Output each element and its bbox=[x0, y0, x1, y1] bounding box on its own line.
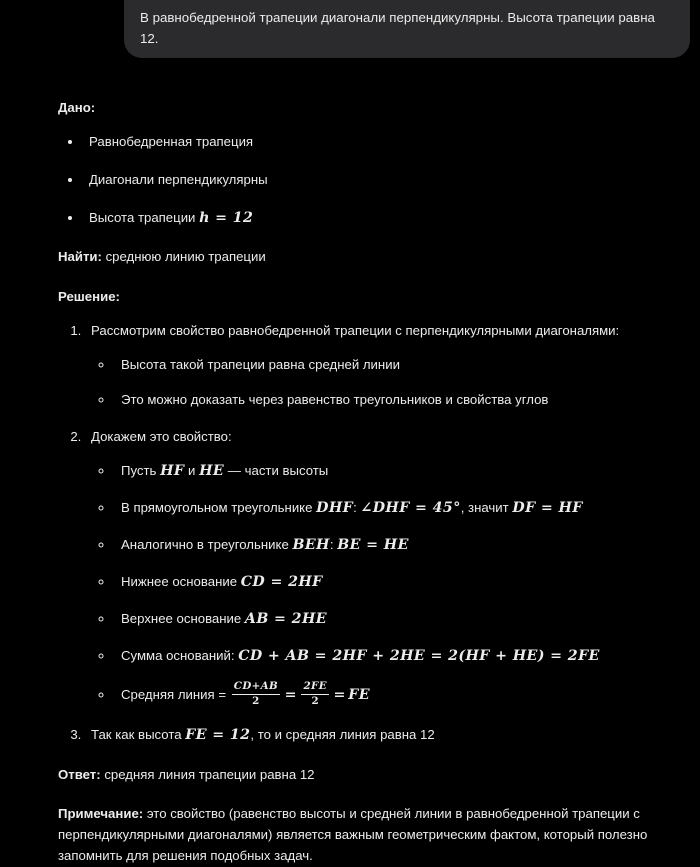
list-item bbox=[83, 132, 680, 152]
given-list bbox=[58, 132, 680, 229]
solution-steps bbox=[58, 321, 680, 746]
parts-of-height-post: — части высоты bbox=[224, 463, 329, 479]
solution-label: Решение: bbox=[58, 288, 120, 304]
conclusion-pre: Так как высота bbox=[91, 727, 186, 743]
user-message-text: В равнобедренной трапеции диагонали перпендикулярны. Высота трапеции равна 12. bbox=[140, 10, 655, 46]
upper-base-pre: Верхнее основание bbox=[121, 611, 245, 627]
triangle-beh-math-2: BE = HE bbox=[337, 537, 409, 554]
find-line bbox=[58, 247, 680, 267]
given-item-3-math: h = 12 bbox=[199, 210, 254, 227]
step-1-sub-2-text: Это можно доказать через равенство треугольников и свойства углов bbox=[121, 392, 549, 408]
fraction-1-denominator: 2 bbox=[252, 694, 260, 707]
step-2-text: Докажем это свойство: bbox=[91, 428, 232, 444]
user-message-row bbox=[0, 0, 700, 58]
sum-of-bases-math: CD + AB = 2HF + 2HE = 2(HF + HE) = 2FE bbox=[238, 648, 600, 665]
parts-of-height-math-2: HE bbox=[199, 463, 225, 480]
given-label: Дано: bbox=[58, 100, 96, 115]
list-item bbox=[85, 427, 680, 709]
step-1-text: Рассмотрим свойство равнобедренной трапеции с перпендикулярными диагоналями: bbox=[91, 323, 620, 339]
list-item bbox=[114, 460, 680, 482]
list-item bbox=[114, 608, 680, 630]
right-triangle-pre: В прямоугольном треугольнике bbox=[121, 500, 317, 516]
list-item bbox=[114, 682, 680, 708]
list-item bbox=[114, 571, 680, 593]
right-triangle-mid: , значит bbox=[460, 500, 513, 516]
fraction-2 bbox=[301, 681, 329, 707]
step-1-sub-1-text: Высота такой трапеции равна средней линии bbox=[121, 356, 400, 372]
fraction-2-numerator: 2FE bbox=[301, 681, 329, 695]
result-label: Ответ: bbox=[58, 767, 101, 783]
user-message-bubble[interactable] bbox=[124, 0, 690, 58]
equals-sign-1: = bbox=[284, 687, 297, 704]
find-label: Найти: bbox=[58, 249, 102, 265]
list-item bbox=[83, 207, 680, 229]
note-paragraph bbox=[58, 803, 680, 867]
triangle-beh-math-1: BEH bbox=[292, 537, 330, 554]
list-item bbox=[85, 724, 680, 746]
note-text: это свойство (равенство высоты и средней линии в равнобедренной трапеции с перпендикулярными диагоналями) является важным геометрическим фактом, который полезно запомнить для решения подобных задач. bbox=[58, 805, 648, 864]
conclusion-post: , то и средняя линия равна 12 bbox=[250, 727, 435, 743]
right-triangle-sep: : bbox=[353, 500, 361, 516]
sum-of-bases-pre: Сумма оснований: bbox=[121, 648, 239, 664]
lower-base-pre: Нижнее основание bbox=[121, 574, 241, 590]
right-triangle-math-1: DHF bbox=[316, 500, 354, 517]
given-item-1-text: Равнобедренная трапеция bbox=[89, 134, 254, 150]
list-item bbox=[114, 645, 680, 667]
note-label: Примечание: bbox=[58, 805, 144, 821]
triangle-beh-sep: : bbox=[329, 537, 338, 553]
upper-base-math: AB = 2HE bbox=[244, 611, 327, 628]
lower-base-math: CD = 2HF bbox=[240, 574, 323, 591]
step-1-sublist bbox=[91, 355, 680, 411]
right-triangle-math-2: ∠DHF = 45° bbox=[360, 500, 461, 517]
list-item bbox=[85, 321, 680, 410]
right-triangle-math-3: DF = HF bbox=[512, 500, 583, 517]
list-item bbox=[83, 170, 680, 190]
fraction-1 bbox=[232, 681, 280, 707]
midline-formula-pre: Средняя линия = bbox=[121, 687, 230, 703]
given-heading bbox=[58, 98, 680, 118]
list-item bbox=[114, 390, 680, 410]
fraction-1-numerator: CD+AB bbox=[232, 681, 280, 695]
result-line bbox=[58, 765, 680, 785]
given-item-2-text: Диагонали перпендикулярны bbox=[89, 171, 268, 187]
equals-sign-2: = bbox=[333, 687, 346, 704]
conclusion-math: FE = 12 bbox=[185, 727, 251, 744]
parts-of-height-math-1: HF bbox=[160, 463, 185, 480]
given-item-3-prefix: Высота трапеции bbox=[89, 210, 200, 226]
parts-of-height-mid: и bbox=[184, 463, 200, 479]
solution-heading bbox=[58, 287, 680, 307]
find-text: среднюю линию трапеции bbox=[101, 249, 266, 265]
midline-formula-math bbox=[230, 680, 370, 707]
assistant-answer bbox=[0, 98, 700, 867]
step-2-sublist bbox=[91, 460, 680, 708]
triangle-beh-pre: Аналогично в треугольнике bbox=[121, 537, 293, 553]
list-item bbox=[114, 534, 680, 556]
midline-result: FE bbox=[348, 687, 370, 704]
parts-of-height-pre: Пусть bbox=[121, 463, 161, 479]
list-item bbox=[114, 497, 680, 519]
list-item bbox=[114, 355, 680, 375]
result-text: средняя линия трапеции равна 12 bbox=[100, 767, 315, 783]
fraction-2-denominator: 2 bbox=[311, 694, 320, 707]
